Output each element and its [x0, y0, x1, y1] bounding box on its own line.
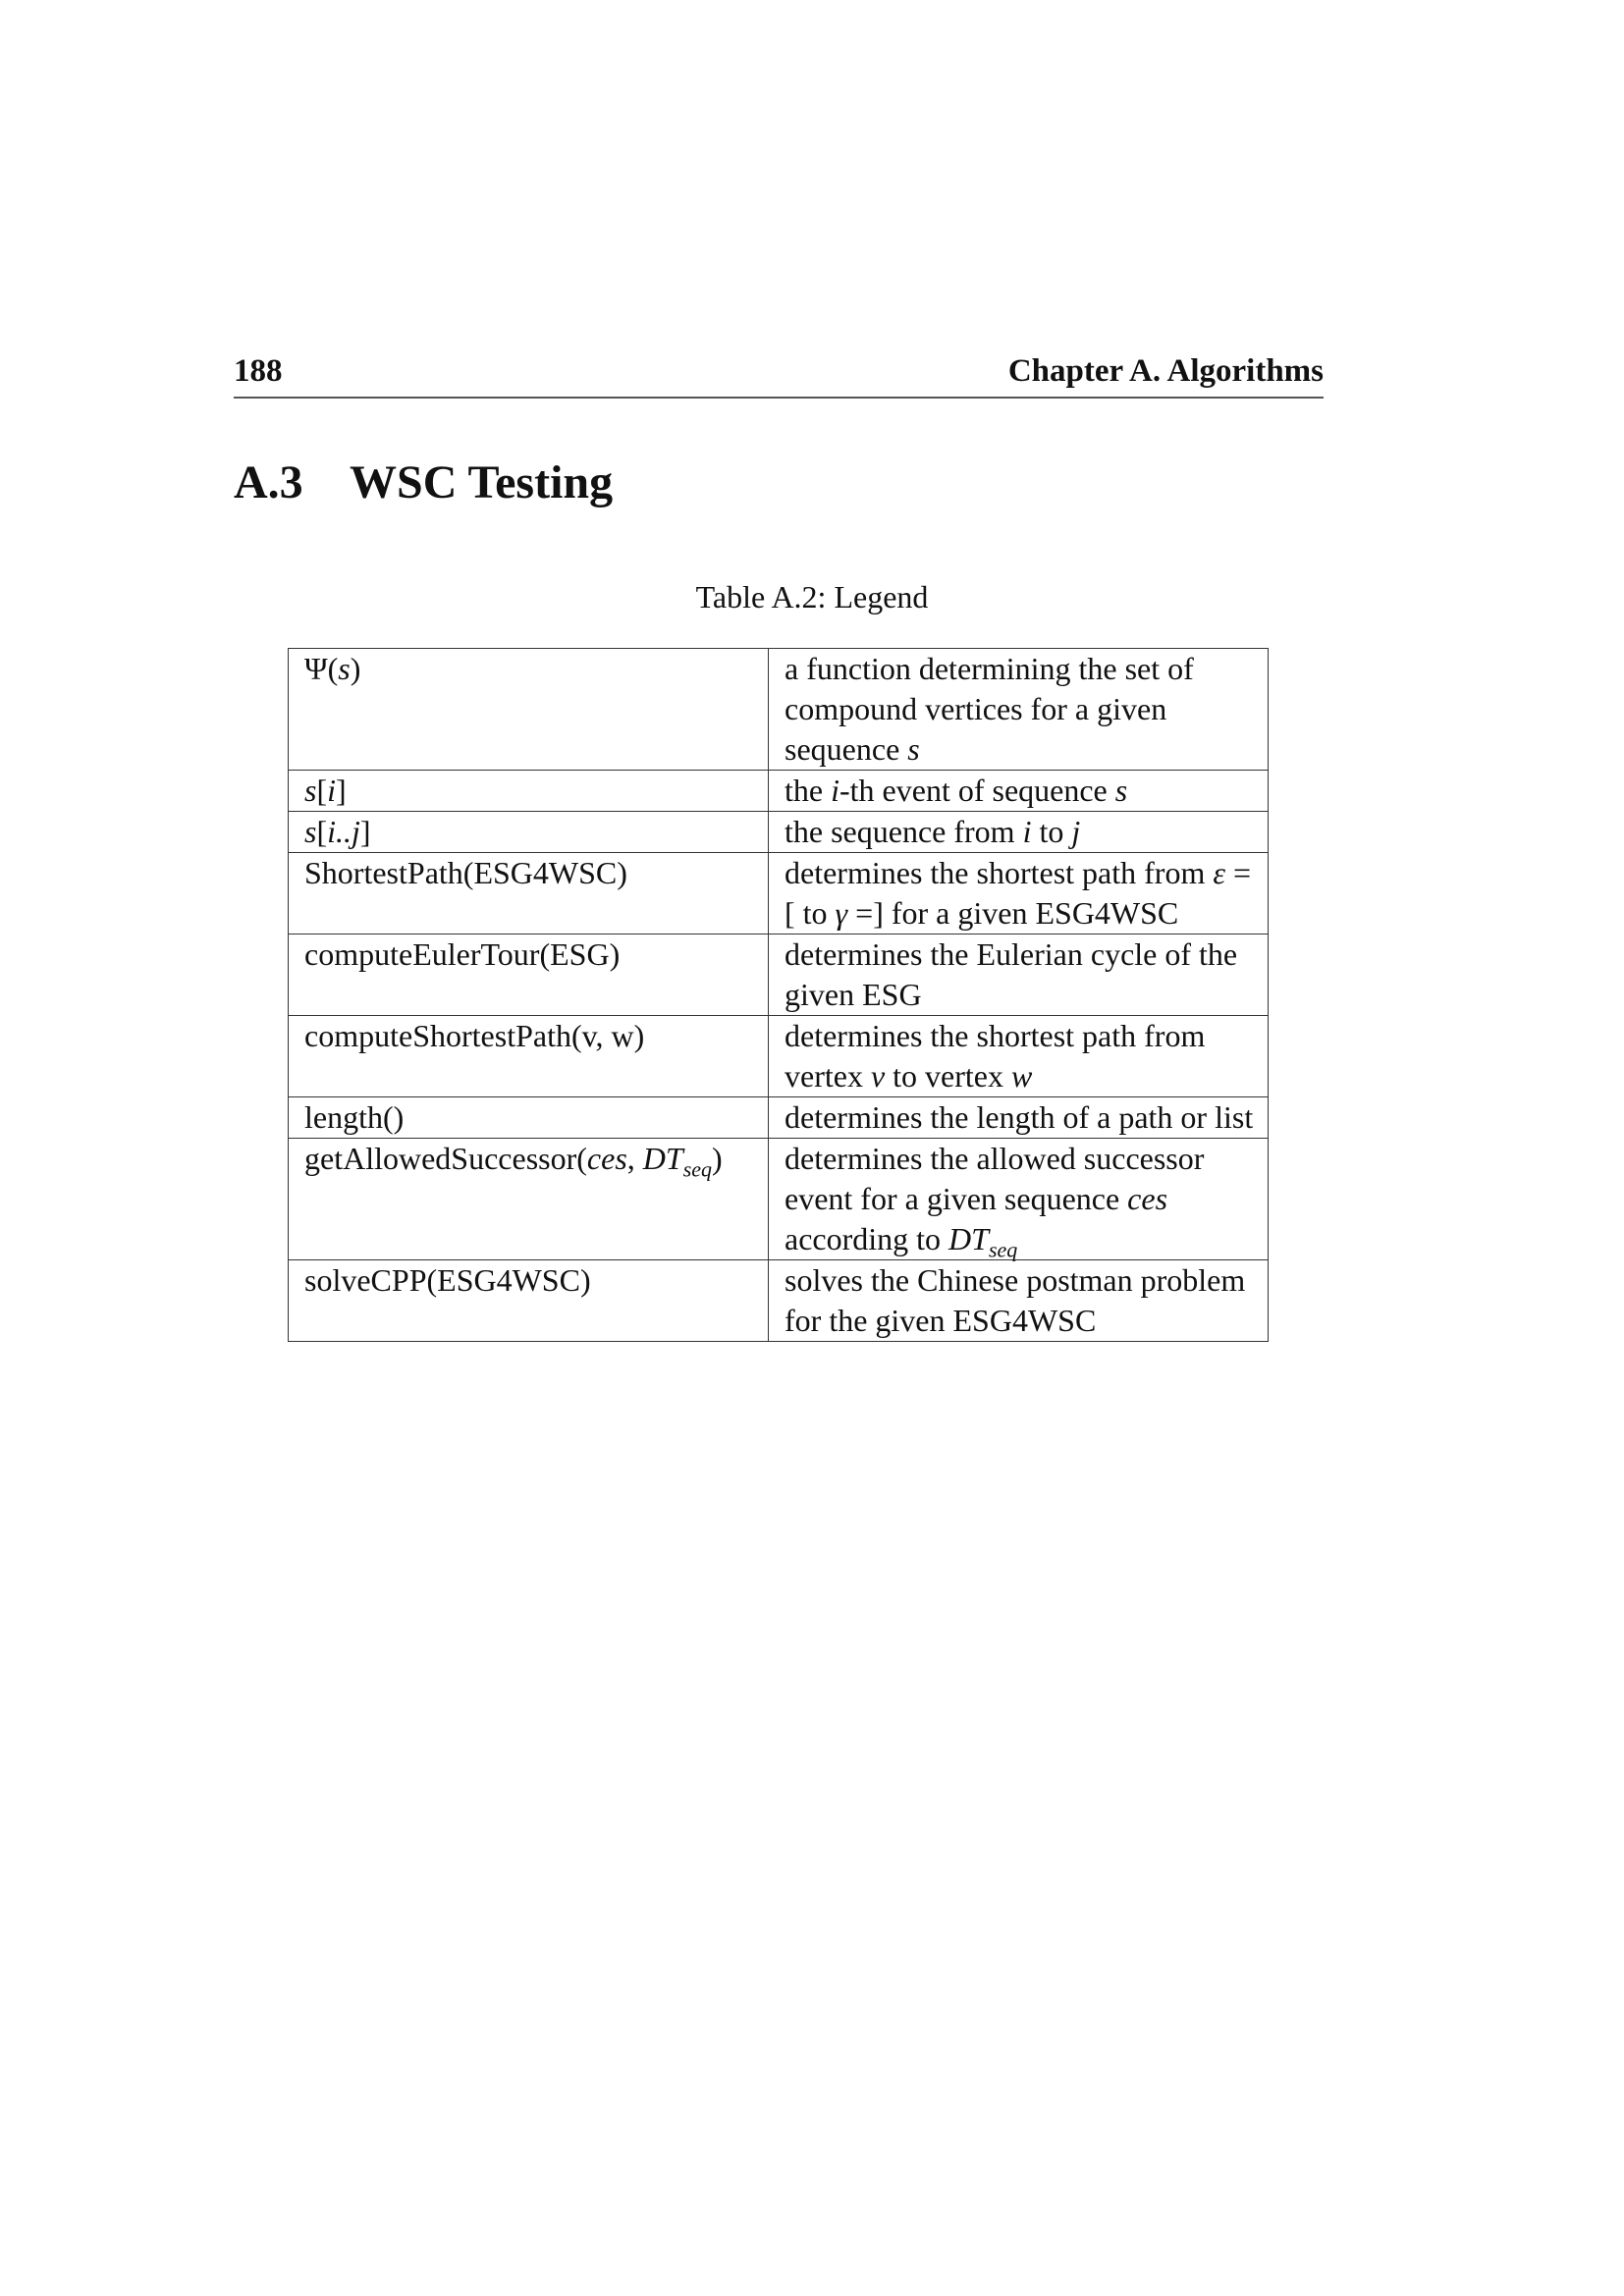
table-row	[289, 1260, 1269, 1342]
table-row	[289, 771, 1269, 812]
legend-description: determines the shortest path from vertex v to vertex w	[769, 1016, 1269, 1097]
legend-term: computeShortestPath(v, w)	[289, 1016, 769, 1097]
legend-description: the i-th event of sequence s	[769, 771, 1269, 812]
chapter-title: Chapter A. Algorithms	[1007, 353, 1324, 389]
page-number: 188	[234, 353, 283, 389]
table-row	[289, 649, 1269, 771]
legend-term: s[i..j]	[289, 812, 769, 853]
legend-term: computeEulerTour(ESG)	[289, 934, 769, 1016]
legend-term: ShortestPath(ESG4WSC)	[289, 853, 769, 934]
legend-description: determines the allowed successor event for a given sequence ces according to $DT_{seq}$	[769, 1139, 1269, 1260]
table-row	[289, 853, 1269, 934]
table-row	[289, 812, 1269, 853]
legend-term: solveCPP(ESG4WSC)	[289, 1260, 769, 1342]
legend-description: the sequence from i to j	[769, 812, 1269, 853]
legend-description: determines the Eulerian cycle of the given ESG	[769, 934, 1269, 1016]
table-row	[289, 1016, 1269, 1097]
section-heading	[234, 454, 613, 512]
table-row	[289, 934, 1269, 1016]
legend-term: length()	[289, 1097, 769, 1139]
table-caption: Table A.2: Legend	[695, 579, 929, 614]
table-row	[289, 1139, 1269, 1260]
table-row	[289, 1097, 1269, 1139]
legend-term: getAllowedSuccessor(ces, $DT_{seq}$)	[289, 1139, 769, 1260]
legend-description: determines the shortest path from ε = [ to γ =] for a given ESG4WSC	[769, 853, 1269, 934]
legend-term: s[i]	[289, 771, 769, 812]
section-number: A.3	[234, 456, 303, 508]
section-title: WSC Testing	[350, 456, 614, 508]
legend-description: determines the length of a path or list	[769, 1097, 1269, 1139]
page-header	[234, 351, 1324, 399]
legend-term: Ψ(s)	[289, 649, 769, 771]
legend-description: a function determining the set of compound vertices for a given sequence s	[769, 649, 1269, 771]
legend-table	[288, 648, 1269, 1342]
legend-description: solves the Chinese postman problem for the given ESG4WSC	[769, 1260, 1269, 1342]
